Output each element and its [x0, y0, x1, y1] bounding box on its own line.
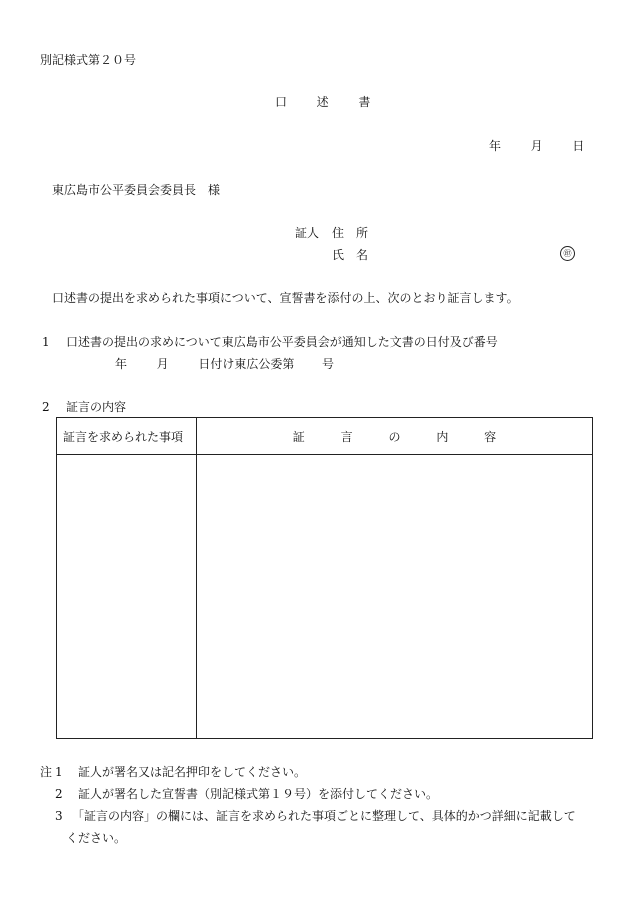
form-number: 別記様式第２０号	[40, 53, 137, 67]
section1-date-number: 号	[322, 357, 335, 371]
col2-char-3: の	[388, 429, 401, 444]
section1-date-month: 月	[156, 357, 169, 371]
col2-char-1: 証	[292, 429, 305, 444]
note-3-continuation: ください。	[66, 831, 127, 845]
seal-mark: ㊞	[560, 246, 575, 261]
date-line	[489, 139, 584, 153]
note-3-number: 3	[55, 809, 63, 823]
section2-number: 2	[42, 400, 50, 414]
note-1-text: 証人が署名又は記名押印をしてください。	[78, 765, 307, 779]
testimony-table	[56, 417, 593, 739]
note-3-text: 「証言の内容」の欄には、証言を求められた事項ごとに整理して、具体的かつ詳細に記載して	[72, 809, 576, 823]
title-char-3: 書	[358, 95, 371, 109]
witness-name-label: 氏 名	[332, 248, 369, 262]
section1-date-line	[115, 357, 334, 371]
title-char-2: 述	[316, 95, 329, 109]
note-2-text: 証人が署名した宣誓書（別記様式第１９号）を添付してください。	[78, 787, 439, 801]
col2-char-2: 言	[340, 429, 353, 444]
witness-address-label: 住 所	[332, 226, 369, 240]
col-header-matter: 証言を求められた事項	[57, 418, 197, 455]
section1-number: 1	[42, 335, 50, 349]
note-2-number: 2	[55, 787, 63, 801]
section1-date-suffix: 日付け東広公委第	[198, 357, 295, 371]
matter-cell[interactable]	[57, 455, 197, 739]
witness-label: 証人	[295, 226, 320, 240]
col2-char-4: 内	[436, 429, 449, 444]
col-header-content	[197, 418, 593, 455]
date-year-label: 年	[489, 139, 502, 153]
note-1-number: 1	[55, 765, 63, 779]
addressee: 東広島市公平委員会委員長 様	[52, 183, 221, 197]
title-char-1: 口	[275, 95, 288, 109]
section2-text: 証言の内容	[66, 400, 127, 414]
date-day-label: 日	[572, 139, 585, 153]
section1-text: 口述書の提出の求めについて東広島市公平委員会が通知した文書の日付及び番号	[66, 335, 498, 349]
notes-prefix: 注	[40, 765, 53, 779]
content-cell[interactable]	[197, 455, 593, 739]
date-month-label: 月	[530, 139, 543, 153]
section1-date-year: 年	[115, 357, 128, 371]
page-title	[275, 95, 370, 109]
col2-char-5: 容	[484, 429, 497, 444]
intro-text: 口述書の提出を求められた事項について、宣誓書を添付の上、次のとおり証言します。	[52, 291, 519, 305]
